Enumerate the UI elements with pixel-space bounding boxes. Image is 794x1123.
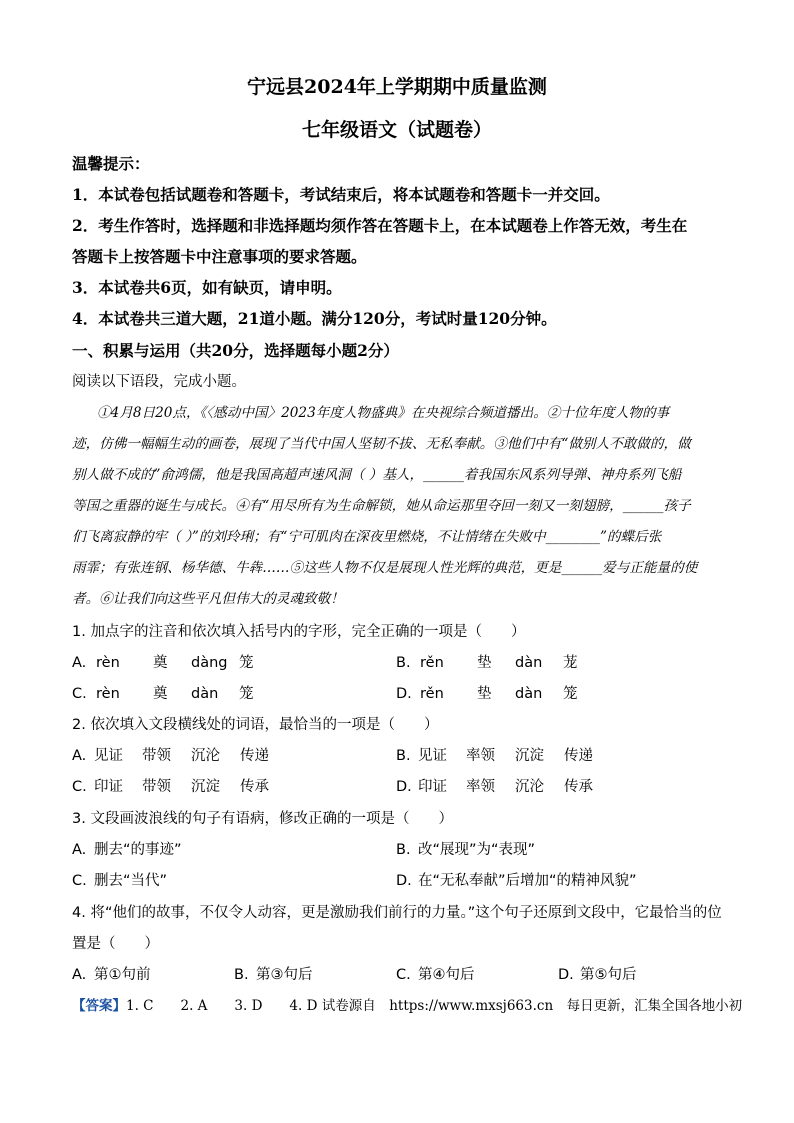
section-instruction: 阅读以下语段，完成小题。 (72, 374, 246, 390)
option-c[interactable] (72, 869, 167, 890)
option-part: 茏 (563, 655, 578, 671)
option-label: D. (396, 686, 412, 702)
option-label: C. (72, 873, 87, 889)
option-b[interactable] (234, 963, 313, 984)
option-text: 第③句后 (256, 967, 313, 983)
option-part: rèn (96, 655, 120, 671)
option-label: B. (396, 842, 411, 858)
passage-line: 者。⑥让我们向这些平凡但伟大的灵魂致敬！ (72, 591, 344, 607)
option-part: 笼 (239, 686, 254, 702)
option-part: 沉淀 (515, 748, 544, 764)
option-part: 带领 (142, 779, 171, 795)
option-part: 传承 (564, 779, 593, 795)
option-part: dàng (191, 655, 228, 671)
section-heading: 一、积累与运用（共20分，选择题每小题2分） (72, 341, 399, 360)
option-part: 率领 (466, 779, 495, 795)
passage-line: 别人做不成的”俞鸿儒，他是我国高超声速风洞（ ）基人，______着我国东风系列导弹、神舟系列飞船 (72, 467, 682, 483)
option-part: dàn (515, 686, 543, 702)
option-text: 在“无私奉献”后增加“的精神风貌” (418, 873, 637, 889)
option-part: 笼 (239, 655, 254, 671)
passage-line: 雨霏；有张连钢、杨华德、牛犇……⑤这些人物不仅是展现人性光辉的典范，更是______爱与正能量的使 (72, 560, 698, 576)
option-part: 印证 (418, 779, 447, 795)
answer-tag: 【答案】 (72, 998, 126, 1014)
option-part: 带领 (142, 748, 171, 764)
option-part: 见证 (94, 748, 123, 764)
question-stem: 4. 将“他们的故事，不仅令人动容，更是激励我们前行的力量。”这个句子还原到文段中，它最恰当的位 (72, 905, 722, 921)
option-b[interactable] (396, 651, 578, 672)
answer-line (72, 994, 742, 1014)
option-c[interactable] (72, 775, 269, 796)
option-label: C. (396, 967, 411, 983)
question-stem-continued: 置是（ ） (72, 936, 159, 952)
option-label: B. (234, 967, 249, 983)
option-d[interactable] (558, 963, 637, 984)
option-text: 第①句前 (94, 967, 151, 983)
option-part: 沉沦 (191, 748, 220, 764)
option-label: B. (396, 655, 411, 671)
option-part: rèn (96, 686, 120, 702)
option-a[interactable] (72, 838, 182, 859)
option-label: A. (72, 748, 87, 764)
option-part: 率领 (466, 748, 495, 764)
option-part: 沉沦 (515, 779, 544, 795)
option-part: rěn (420, 655, 444, 671)
option-text: 第④句后 (418, 967, 475, 983)
page-title: 宁远县2024年上学期期中质量监测 (247, 76, 547, 98)
passage-line: 们飞离寂静的牢（ ）”的刘玲琍；有“宁可肌肉在深夜里燃烧，不让情绪在失败中________”的蝶后张 (72, 529, 662, 545)
option-label: B. (396, 748, 411, 764)
option-text: 改“展现”为“表现” (418, 842, 536, 858)
option-part: 印证 (94, 779, 123, 795)
option-part: 奠 (153, 655, 168, 671)
question-stem: 3. 文段画波浪线的句子有语病，修改正确的一项是（ ） (72, 811, 453, 827)
option-part: 奠 (153, 686, 168, 702)
option-label: D. (396, 779, 412, 795)
option-d[interactable] (396, 775, 593, 796)
option-a[interactable] (72, 651, 254, 672)
option-part: 传递 (240, 748, 269, 764)
question-stem: 1. 加点字的注音和依次填入括号内的字形，完全正确的一项是（ ） (72, 624, 526, 640)
option-label: D. (558, 967, 574, 983)
option-text: 第⑤句后 (580, 967, 637, 983)
option-label: D. (396, 873, 412, 889)
option-part: rěn (420, 686, 444, 702)
option-a[interactable] (72, 744, 269, 765)
option-part: 笼 (563, 686, 578, 702)
option-b[interactable] (396, 744, 593, 765)
tip-item: 2．考生作答时，选择题和非选择题均须作答在答题卡上，在本试题卷上作答无效，考生在 (72, 216, 688, 235)
option-label: C. (72, 686, 87, 702)
option-label: A. (72, 842, 87, 858)
option-part: 沉淀 (191, 779, 220, 795)
option-label: A. (72, 655, 87, 671)
option-part: 传递 (564, 748, 593, 764)
passage-line: ①4月8日20点，《〈感动中国〉2023年度人物盛典》在央视综合频道播出。②十位年度人物的事 (97, 405, 670, 421)
question-stem: 2. 依次填入文段横线处的词语，最恰当的一项是（ ） (72, 717, 439, 733)
tip-item: 3．本试卷共6页，如有缺页，请申明。 (72, 278, 342, 297)
page-subtitle: 七年级语文（试题卷） (301, 119, 492, 141)
option-part: 传承 (240, 779, 269, 795)
answer-text: 1. C 2. A 3. D 4. D 试卷源自 https://www.mxsj663.cn 每日更新，汇集全国各地小初 (126, 998, 743, 1014)
option-label: C. (72, 779, 87, 795)
tips-heading: 温馨提示： (72, 154, 150, 173)
option-b[interactable] (396, 838, 535, 859)
option-d[interactable] (396, 869, 637, 890)
option-part: 见证 (418, 748, 447, 764)
option-d[interactable] (396, 682, 578, 703)
option-a[interactable] (72, 963, 151, 984)
option-text: 删去“的事迹” (94, 842, 182, 858)
option-c[interactable] (72, 682, 254, 703)
option-part: 垫 (477, 686, 492, 702)
option-part: dàn (515, 655, 543, 671)
option-label: A. (72, 967, 87, 983)
tip-item: 1．本试卷包括试题卷和答题卡，考试结束后，将本试题卷和答题卡一并交回。 (72, 185, 610, 204)
passage-line: 等国之重器的诞生与成长。④有“用尽所有为生命解锁，她从命运那里夺回一刻又一刻翅膀，______孩子 (72, 498, 691, 514)
tip-item: 答题卡上按答题卡中注意事项的要求答题。 (72, 247, 367, 266)
option-part: dàn (191, 686, 219, 702)
option-part: 垫 (477, 655, 492, 671)
tip-item: 4．本试卷共三道大题，21道小题。满分120分，考试时量120分钟。 (72, 309, 557, 328)
passage-line: 迹，仿佛一幅幅生动的画卷，展现了当代中国人坚韧不拔、无私奉献。③他们中有“做别人不敢做的，做 (72, 436, 691, 452)
option-text: 删去“当代” (94, 873, 168, 889)
option-c[interactable] (396, 963, 475, 984)
